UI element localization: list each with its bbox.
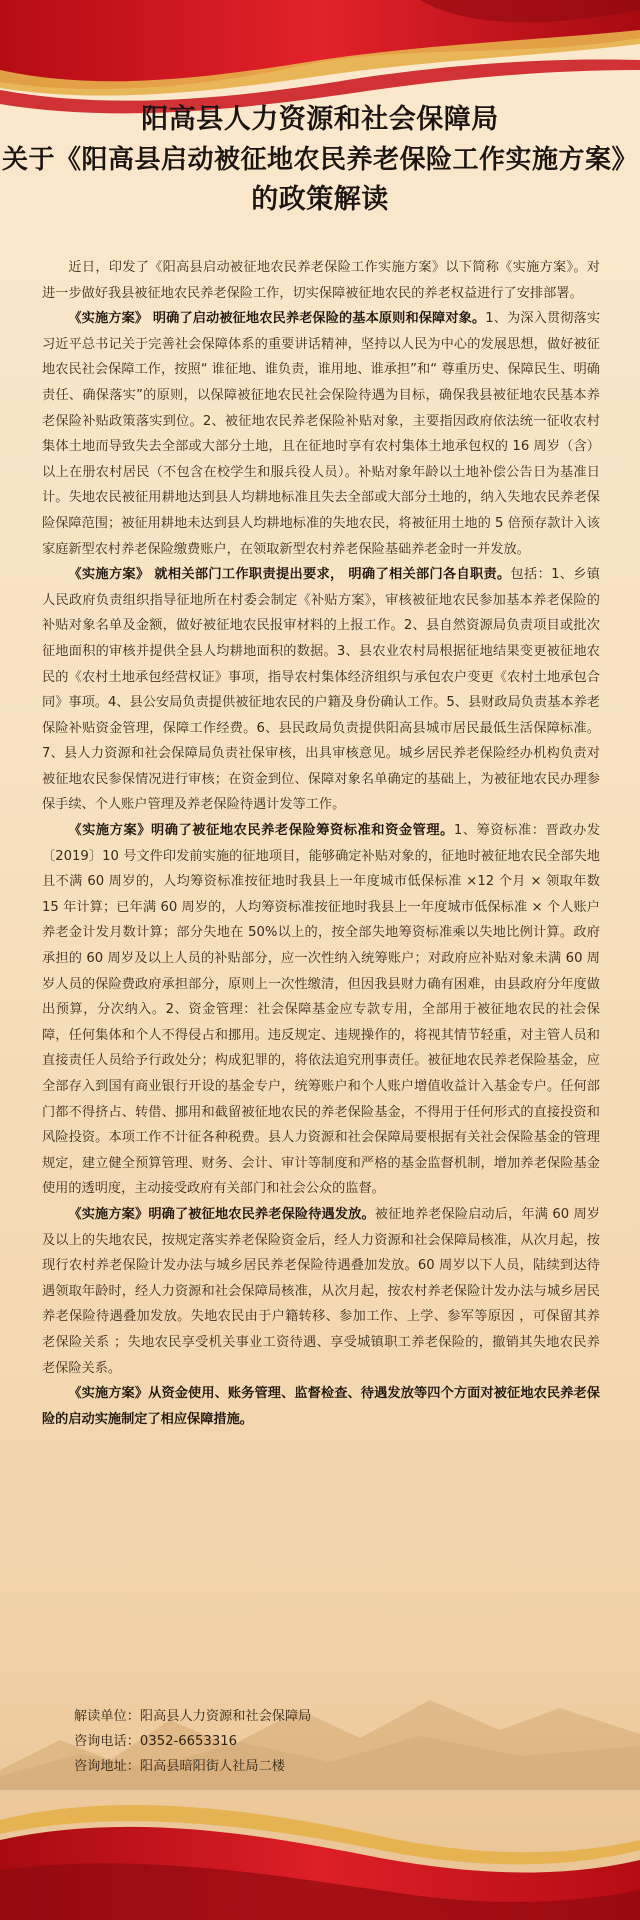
section-3	[42, 818, 600, 1202]
page-header	[0, 100, 640, 220]
title-line-1: 阳高县人力资源和社会保障局	[141, 104, 499, 135]
section-4-lead: 《实施方案》明确了被征地农民养老保险待遇发放。	[68, 1206, 375, 1222]
section-2-lead: 《实施方案》 就相关部门工作职责提出要求， 明确了相关部门各自职责。	[68, 567, 511, 583]
section-4	[42, 1202, 600, 1381]
intro-paragraph: 近日，印发了《阳高县启动被征地农民养老保险工作实施方案》以下简称《实施方案》。对进一步做好我县被征地农民养老保险工作，切实保障被征地农民的养老权益进行了安排部署。	[42, 260, 600, 301]
footer-phone: 咨询电话：0352-6653316	[74, 1734, 237, 1749]
section-1-lead: 《实施方案》 明确了启动被征地农民养老保险的基本原则和保障对象。	[68, 311, 486, 327]
section-1-body: 1、为深入贯彻落实习近平总书记关于完善社会保障体系的重要讲话精神，坚持以人民为中心的发展思想，做好被征地农民社会保障工作，按照“ 谁征地、谁负责，谁用地、谁承担”和“ 尊重历史、保障民生、明确责任、确保落实”的原则，以保障被征地农民社会保险待遇为目标，确保我县被征地农民基本养老保险补贴政策落实到位。2、被征地农民养老保险补贴对象，主要指因政府依法统一征收农村集体土地而导致失去全部或大部分土地，且在征地时享有农村集体土地承包权的 16 周岁（含）以上在册农村居民（不包含在校学生和服兵役人员）。补贴对象年龄以土地补偿公告日为基准日计。失地农民被征用耕地达到县人均耕地标准且失去全部或大部分土地的，纳入失地农民养老保险保障范围；被征用耕地未达到县人均耕地标准的失地农民，将被征用土地的 5 倍预存款计入该家庭新型农村养老保险缴费账户，在领取新型农村养老保险基础养老金时一并发放。	[42, 311, 601, 557]
title-line-2: 关于《阳高县启动被征地农民养老保险工作实施方案》	[1, 145, 638, 175]
section-2-body: 包括：1、乡镇人民政府负责组织指导征地所在村委会制定《补贴方案》，审核被征地农民参加基本养老保险的补贴对象名单及金额，做好被征地农民报审材料的上报工作。2、县自然资源局负责项目或批次征地面积的审核并提供全县人均耕地面积的数据。3、县农业农村局根据征地结果变更被征地农民的《农村土地承包经营权证》事项，指导农村集体经济组织与承包农户变更《农村土地承包合同》事项。4、县公安局负责提供被征地农民的户籍及身份确认工作。5、县财政局负责基本养老保险补贴资金管理，保障工作经费。6、县民政局负责提供阳高县城市居民最低生活保障标准。7、县人力资源和社会保障局负责社保审核，出具审核意见。城乡居民养老保险经办机构负责对被征地农民参保情况进行审核；在资金到位、保障对象名单确定的基础上，为被征地农民办理参保手续、个人账户管理及养老保险待遇计发等工作。	[42, 567, 600, 813]
section-5-lead: 《实施方案》从资金使用、账务管理、监督检查、待遇发放等四个方面对被征地农民养老保险的启动实施制定了相应保障措施。	[42, 1386, 600, 1427]
bottom-red-ribbon	[0, 1750, 640, 1920]
section-2	[42, 562, 600, 818]
section-3-lead: 《实施方案》明确了被征地农民养老保险筹资标准和资金管理。	[68, 823, 454, 839]
section-5	[42, 1381, 600, 1432]
footer-unit: 解读单位：阳高县人力资源和社会保障局	[74, 1709, 312, 1724]
article-body	[42, 255, 600, 1432]
section-1	[42, 306, 600, 562]
section-4-body: 被征地养老保险启动后，年满 60 周岁及以上的失地农民，按规定落实养老保险资金后，经人力资源和社会保障局核准，从次月起，按现行农村养老保险计发办法与城乡居民养老保险待遇叠加发放。60 周岁以下人员，陆续到达待遇领取年龄时，经人力资源和社会保障局核准，从次月起，按农村养老保险计发办法与城乡居民养老保险待遇叠加发放。失地农民由于户籍转移、参加工作、上学、参军等原因 ，可保留其养老保险关系 ；失地农民享受机关事业工资待遇、享受城镇职工养老保险的，撤销其失地农民养老保险关系。	[42, 1206, 600, 1376]
section-3-body: 1、筹资标准：晋政办发〔2019〕10 号文件印发前实施的征地项目，能够确定补贴对象的，征地时被征地农民全部失地且不满 60 周岁的，人均筹资标准按征地时我县上一年度城市低保标准 ×12 个月 × 领取年数 15 年计算；已年满 60 周岁的，人均筹资标准按征地时我县上一年度城市低保标准 × 个人账户养老金计发月数计算；部分失地在 50%以上的，按全部失地筹资标准乘以失地比例计算。政府承担的 60 周岁及以上人员的补贴部分，应一次性纳入统筹账户；对政府应补贴对象未满 60 周岁人员的保险费政府承担部分，原则上一次性缴清，但因我县财力确有困难，由县政府分年度做出预算，分次纳入。2、资金管理：社会保障基金应专款专用，全部用于被征地农民的社会保障，任何集体和个人不得侵占和挪用。违反规定、违规操作的，将视其情节轻重，对主管人员和直接责任人员给予行政处分；构成犯罪的，将依法追究刑事责任。被征地农民养老保险基金，应全部存入到国有商业银行开设的基金专户，统筹账户和个人账户增值收益计入基金专户。任何部门都不得挤占、转借、挪用和截留被征地农民的养老保险基金，不得用于任何形式的直接投资和风险投资。本项工作不计征各种税费。县人力资源和社会保障局要根据有关社会保险基金的管理规定，建立健全预算管理、财务、会计、审计等制度和严格的基金监督机制，增加养老保险基金使用的透明度，主动接受政府有关部门和社会公众的监督。	[42, 823, 601, 1197]
footer-address: 咨询地址：阳高县暗阳街人社局二楼	[74, 1759, 285, 1774]
title-line-3: 的政策解读	[251, 184, 389, 215]
